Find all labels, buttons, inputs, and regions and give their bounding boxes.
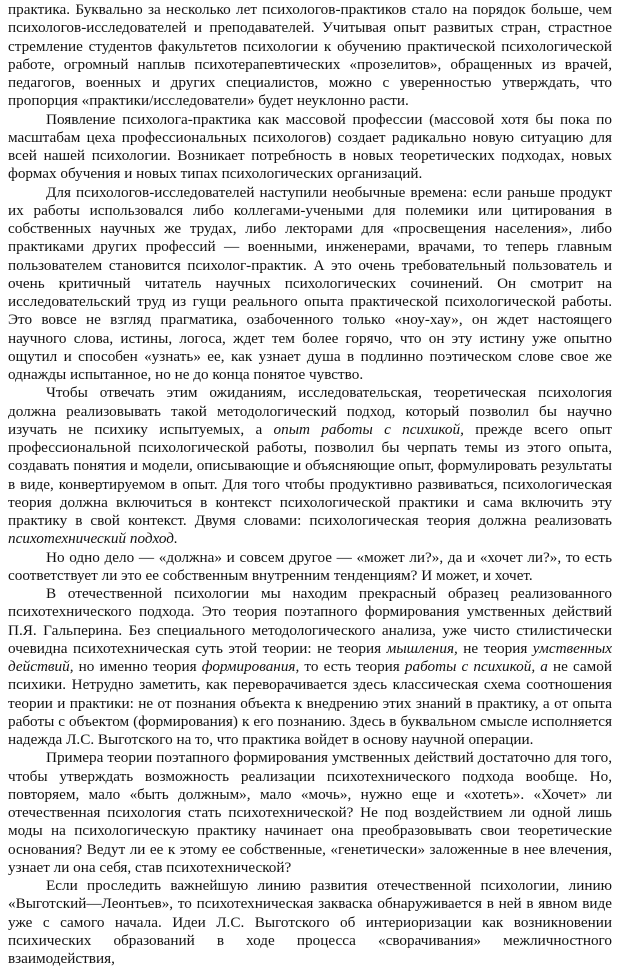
paragraph-6-text: не теория — [457, 639, 533, 657]
paragraph-2-text: Появление психолога-практика как массовой профессии (массовой хотя бы пока по масштабам цеха профессиональных психологов) создает радикально новую ситуацию для всей нашей психологии. Возникает потребность в новых теоретических подходах, новых формах обучения и новых типах психологических организаций. — [8, 110, 612, 183]
paragraph-6-emphasis: формирования, — [201, 658, 300, 675]
paragraph-6 — [8, 585, 612, 749]
paragraph-6-text: но именно теория — [73, 658, 202, 675]
paragraph-4-emphasis: опыт работы с психикой, — [273, 420, 464, 438]
paragraph-6-emphasis: мышления, — [386, 639, 458, 657]
paragraph-5-text: Но одно дело — «должна» и совсем другое — «может ли?», да и «хочет ли?», то есть соответствует ли это ее собственным внутренним тенденциям? И может, и хочет. — [8, 548, 612, 584]
paragraph-6-emphasis: умственных действий, — [8, 639, 612, 675]
paragraph-3-text: Для психологов-исследователей наступили необычные времена: если раньше продукт их работы использовался либо коллегами-учеными для полемики или цитирования в собственных научных же трудах, либо лекторами для «просвещения населения», либо практиками других профессий — военными, инженерами, врачами, то теперь главным пользователем становится психолог-практик. А это очень требовательный пользователь и очень критичный читатель научных психологических сочинений. Он смотрит на исследовательский труд из гущи реального опыта практической психологической работы. Это вовсе не взгляд прагматика, озабоченного только «ноу-хау», он ждет настоящего научного слова, истины, логоса, ждет тем более горячо, что он эту истину уже опытно ощутил и способен «узнать» ее, как узнает душа в подлинно поэтическом слове свое же однажды испытанное, но не до конца понятое чувство. — [8, 183, 612, 383]
paragraph-1-text: практика. Буквально за несколько лет психологов-практиков стало на порядок больше, чем психологов-исследователей и преподавателей. Учитывая опыт развитых стран, страстное стремление студентов факультетов психологии к обучению практической психологической работе, огромный наплыв психотерапевтических «прозелитов», обращенных из врачей, педагогов, военных и других специалистов, можно с уверенностью утверждать, что пропорция «практики/исследователи» будет неуклонно расти. — [8, 1, 612, 110]
paragraph-6-emphasis: работы с психикой, а — [404, 658, 548, 675]
paragraph-6-text: то есть теория — [299, 658, 405, 675]
paragraph-4 — [8, 384, 612, 548]
paragraph-8-text: Если проследить важнейшую линию развития отечественной психологии, линию «Выготский—Леонтьев», то психотехническая закваска обнаруживается в ней в явном виде уже с самого начала. Идеи Л.С. Выготского об интериоризации как возникновении психических образований в ходе процесса «сворачивания» межличностного взаимодействия, — [8, 877, 612, 967]
paragraph-5 — [8, 549, 612, 586]
paragraph-6-text: не самой психики. Нетрудно заметить, как переворачивается здесь классическая схема соотношения теории и практики: не от познания объекта к внедрению этих знаний в практику, а от опыта работы с объектом (формирования) к его познанию. Здесь в буквальном смысле исполняется надежда Л.С. Выготского на то, что практика войдет в основу научной операции. — [8, 658, 612, 748]
paragraph-8 — [8, 877, 612, 968]
paragraph-3 — [8, 184, 612, 385]
paragraph-4-text: Чтобы отвечать этим ожиданиям, исследовательская, теоретическая психология должна реализовывать такой методологический подход, который позволил бы научно изучать не психику испытуемых, а — [8, 384, 612, 438]
paragraph-6-text: В отечественной психологии мы находим прекрасный образец реализованного психотехнического подхода. Это теория поэтапного формирования умственных действий П.Я. Гальперина. Без специального методологического анализа, уже чисто стилистически очевидна психотехническая суть этой теории: не теория — [8, 585, 612, 657]
paragraph-7 — [8, 749, 612, 877]
paragraph-4-text: прежде всего опыт профессиональной психологической работы, позволил бы черпать темы из этого опыта, создавать понятия и модели, описывающие и объясняющие опыт, формулировать результаты в виде, конвертируемом в опыт. Для того чтобы продуктивно развиваться, психологическая теория должна включиться в контекст психологической практики и сама включить эту практику в свой контекст. Двумя словами: психологическая теория должна реализовать — [8, 420, 613, 529]
paragraph-7-text: Примера теории поэтапного формирования умственных действий достаточно для того, чтобы утверждать возможность реализации психотехнического подхода вообще. Но, повторяем, мало «быть должным», мало «мочь», нужно еще и «хотеть». «Хочет» ли отечественная психология стать психотехнической? Не под воздействием ли одной лишь моды на психологическую практику начинает она преобразовывать свои теоретические основания? Ведут ли ее к этому ее собственные, «генетически» заложенные в нее влечения, узнает ли она себя, став психотехнической? — [8, 749, 612, 876]
paragraph-2 — [8, 111, 612, 184]
paragraph-1 — [8, 1, 612, 111]
paragraph-4-emphasis: психотехнический подход. — [8, 530, 178, 548]
